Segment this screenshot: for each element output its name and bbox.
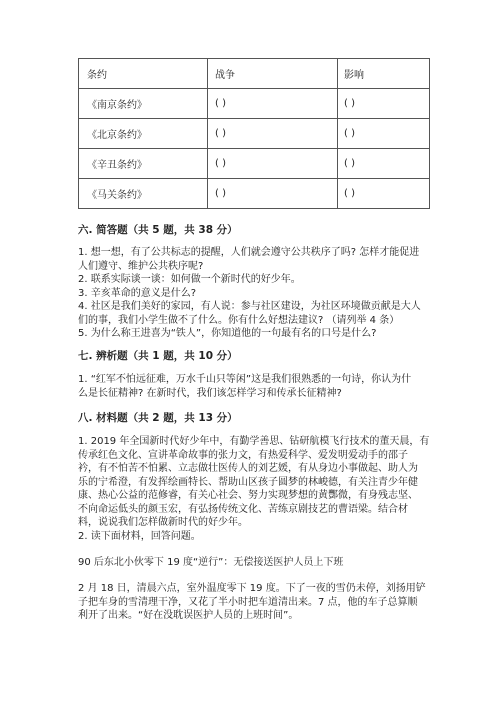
question-line: 3. 辛亥革命的意义是什么?: [78, 287, 197, 299]
story-line: 子把车身的雪清理干净，又花了半小时把车道清出来。7 点，他的车子总算顺: [78, 596, 418, 608]
table-row: [79, 89, 430, 119]
impact-blank: ( ): [338, 179, 430, 209]
treaty-name: 《南京条约》: [79, 89, 208, 119]
question-line: 人们遵守、维护公共秩序呢?: [78, 260, 204, 272]
story-body: [78, 582, 438, 623]
header-impact: 影响: [338, 59, 430, 89]
treaty-name: 《马关条约》: [79, 179, 208, 209]
question-line: 2. 联系实际谈一谈：如何做一个新时代的好少年。: [78, 274, 301, 285]
table-row: [79, 149, 430, 179]
material-line: 不向命运低头的颜玉宏，有弘扬传统文化、苦练京剧技艺的曹语梁。结合材: [78, 503, 408, 515]
war-blank: ( ): [208, 179, 338, 209]
header-treaty: 条约: [79, 59, 208, 89]
section-7-title: 七. 辨析题（共 1 题，共 10 分）: [78, 350, 238, 362]
table-row: [79, 179, 430, 209]
material-line: 料，说说我们怎样做新时代的好少年。: [78, 517, 248, 528]
war-blank: ( ): [208, 149, 338, 179]
section-8-material: [78, 435, 438, 543]
war-blank: ( ): [208, 119, 338, 149]
treaty-name: 《北京条约》: [79, 119, 208, 149]
impact-blank: ( ): [338, 149, 430, 179]
treaty-name: 《辛丑条约》: [79, 149, 208, 179]
story-line: 2 月 18 日，清晨六点，室外温度零下 19 度。下了一夜的雪仍未停，刘扬用铲: [78, 583, 426, 594]
war-blank: ( ): [208, 89, 338, 119]
material-line: 1. 2019 年全国新时代好少年中，有勤学善思、钻研航模飞行技术的董天晨，有: [78, 436, 430, 447]
impact-blank: ( ): [338, 119, 430, 149]
material-line: 衿，有不怕苦不怕累、立志做壮医传人的刘艺媛，有从身边小事做起、助人为: [78, 463, 418, 474]
question-line: 1. “红军不怕远征难，万水千山只等闲”这是我们很熟悉的一句诗，你认为什: [78, 374, 412, 385]
impact-blank: ( ): [338, 89, 430, 119]
section-6-questions: [78, 246, 434, 341]
section-7-questions: [78, 373, 434, 400]
question-line: 们的事，我们小学生做不了什么。你有什么好想法建议? （请列举 4 条）: [78, 314, 400, 326]
material-line: 康、热心公益的范修睿，有关心社会、努力实现梦想的黄酆微，有身残志坚、: [78, 490, 418, 501]
question-line: 5. 为什么称王进喜为“铁人”，你知道他的一句最有名的口号是什么?: [78, 328, 377, 339]
question-line: 4. 社区是我们美好的家园，有人说：参与社区建设，为社区环境做贡献是大人: [78, 301, 421, 312]
material-line: 传承红色文化、宣讲革命故事的张力文，有热爱科学、爱发明爱动手的邵子: [78, 449, 408, 461]
section-8-title: 八. 材料题（共 2 题，共 13 分）: [78, 412, 238, 424]
material-line: 2. 读下面材料，回答问题。: [78, 530, 201, 542]
table-header-row: [79, 59, 430, 89]
treaty-table: [78, 58, 430, 209]
material-line: 乐的宁希澄，有发挥绘画特长、帮助山区孩子圆梦的林峻德，有关注青少年健: [78, 476, 418, 488]
story-headline: 90 后东北小伙零下 19 度“逆行”：无偿接送医护人员上下班: [78, 557, 344, 568]
question-line: 1. 想一想，有了公共标志的提醒，人们就会遵守公共秩序了吗? 怎样才能促进: [78, 247, 420, 258]
table-row: [79, 119, 430, 149]
header-war: 战争: [208, 59, 338, 89]
story-line: 利开了出来。“好在没耽误医护人员的上班时间”。: [78, 610, 299, 621]
section-6-title: 六. 简答题（共 5 题，共 38 分）: [78, 224, 238, 236]
question-line: 么是长征精神? 在新时代，我们该怎样学习和传承长征精神?: [78, 387, 342, 399]
